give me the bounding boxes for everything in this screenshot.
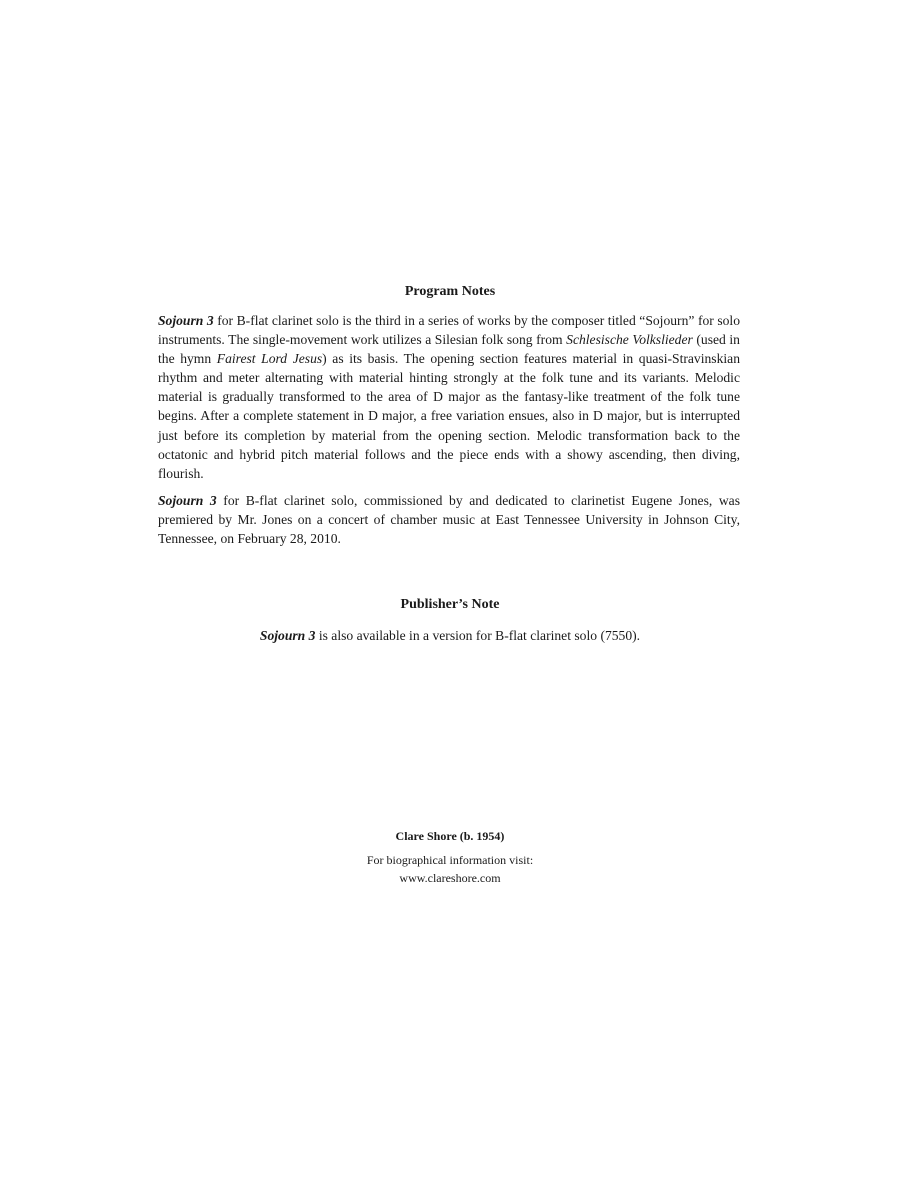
work-title: Sojourn 3 bbox=[259, 628, 316, 643]
composer-website: www.clareshore.com bbox=[399, 871, 501, 885]
program-notes-heading: Program Notes bbox=[404, 284, 496, 299]
bio-label: For biographical information visit: bbox=[366, 853, 534, 867]
work-title: Sojourn 3 bbox=[158, 492, 217, 508]
program-notes-paragraph-1: Sojourn 3 for B-flat clarinet solo is the third in a series of works by the composer titled “Sojourn” for solo instruments. The single-movement work utilizes a Silesian folk song from Schlesische Volkslieder (used in the hymn Fairest Lord Jesus) as its basis. The opening section features material in quasi-Stravinskian rhythm and meter alternating with material hinting strongly at the folk tune and its variants. Melodic material is gradually transformed to the area of D major as the fantasy-like treatment of the folk tune begins. After a complete statement in D major, a free variation ensues, also in D major, but is interrupted just before its completion by material from the opening section. Melodic transformation back to the octatonic and hybrid pitch material follows and the piece ends with a showy ascending, then diving, flourish. bbox=[158, 313, 740, 481]
publishers-note-heading: Publisher’s Note bbox=[400, 597, 500, 612]
composer-info bbox=[0, 827, 900, 887]
source-title: Schlesische Volkslieder bbox=[566, 332, 693, 348]
composer-name: Clare Shore (b. 1954) bbox=[395, 829, 505, 843]
program-notes-body bbox=[158, 311, 740, 556]
work-title: Sojourn 3 bbox=[158, 313, 214, 328]
publishers-note-text: Sojourn 3 is also available in a version for B-flat clarinet solo (7550). bbox=[259, 628, 641, 643]
hymn-title: Fairest Lord Jesus bbox=[216, 351, 323, 367]
program-notes-paragraph-2: Sojourn 3 for B-flat clarinet solo, commissioned by and dedicated to clarinetist Eugene Jones, was premiered by Mr. Jones on a concert of chamber music at East Tennessee University in Johnson City, Tennessee, on February 28, 2010. bbox=[158, 492, 740, 547]
